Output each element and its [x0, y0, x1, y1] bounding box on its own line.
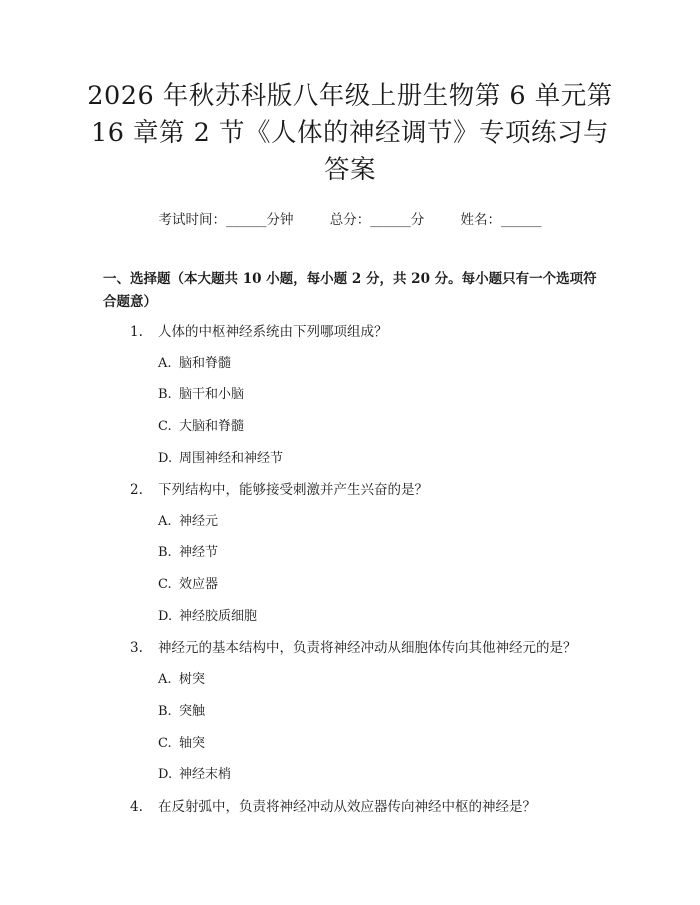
question-2-option-b	[158, 541, 218, 560]
option-letter: B.	[158, 704, 172, 719]
option-text: 效应器	[179, 577, 219, 592]
option-letter: A.	[158, 672, 172, 687]
option-letter: D.	[158, 609, 173, 624]
question-3-option-a	[158, 668, 205, 687]
title-line-1: 2026 年秋苏科版八年级上册生物第 6 单元第	[87, 81, 613, 111]
question-text: 神经元的基本结构中，负责将神经冲动从细胞体传向其他神经元的是？	[158, 640, 577, 656]
option-letter: D.	[158, 451, 173, 466]
question-1-option-c	[158, 415, 244, 434]
question-number: 4.	[130, 799, 143, 815]
option-letter: C.	[158, 419, 172, 434]
question-1-option-b	[158, 383, 244, 402]
option-text: 神经节	[179, 545, 219, 560]
question-number: 1.	[130, 324, 143, 340]
question-1	[130, 320, 388, 340]
option-letter: A.	[158, 356, 172, 371]
option-text: 突触	[179, 704, 206, 719]
option-letter: A.	[158, 514, 172, 529]
option-letter: B.	[158, 545, 172, 560]
question-2	[130, 478, 428, 498]
option-letter: B.	[158, 387, 172, 402]
exam-info-row	[0, 208, 700, 228]
option-text: 轴突	[179, 736, 206, 751]
question-3	[130, 636, 577, 656]
option-text: 神经末梢	[179, 767, 232, 782]
question-number: 2.	[130, 482, 143, 498]
exam-time-field: 考试时间：______分钟	[158, 212, 294, 228]
title-line-3: 答案	[323, 155, 376, 185]
question-1-option-a	[158, 352, 231, 371]
section-heading: 一、选择题（本大题共 10 小题，每小题 2 分，共 20 分。每小题只有一个选项符合题意）	[103, 271, 597, 310]
total-score-field: 总分：______分	[329, 212, 425, 228]
question-2-option-d	[158, 605, 257, 624]
question-number: 3.	[130, 640, 143, 656]
option-text: 脑和脊髓	[179, 356, 232, 371]
question-text: 下列结构中，能够接受刺激并产生兴奋的是？	[158, 482, 428, 498]
option-text: 脑干和小脑	[179, 387, 245, 402]
question-3-option-d	[158, 763, 231, 782]
option-text: 大脑和脊髓	[179, 419, 245, 434]
option-text: 神经胶质细胞	[179, 609, 258, 624]
question-1-option-d	[158, 447, 283, 466]
option-letter: C.	[158, 736, 172, 751]
question-text: 在反射弧中，负责将神经冲动从效应器传向神经中枢的神经是？	[158, 799, 536, 815]
name-field: 姓名：______	[460, 212, 542, 228]
option-letter: D.	[158, 767, 173, 782]
question-2-option-a	[158, 510, 218, 529]
option-letter: C.	[158, 577, 172, 592]
document-title	[60, 78, 640, 189]
question-text: 人体的中枢神经系统由下列哪项组成？	[158, 324, 388, 340]
option-text: 树突	[179, 672, 206, 687]
question-3-option-c	[158, 732, 205, 751]
option-text: 神经元	[179, 514, 219, 529]
question-2-option-c	[158, 573, 218, 592]
title-line-2: 16 章第 2 节《人体的神经调节》专项练习与	[91, 118, 609, 148]
option-text: 周围神经和神经节	[179, 451, 284, 466]
question-4	[130, 795, 536, 815]
question-3-option-b	[158, 700, 205, 719]
